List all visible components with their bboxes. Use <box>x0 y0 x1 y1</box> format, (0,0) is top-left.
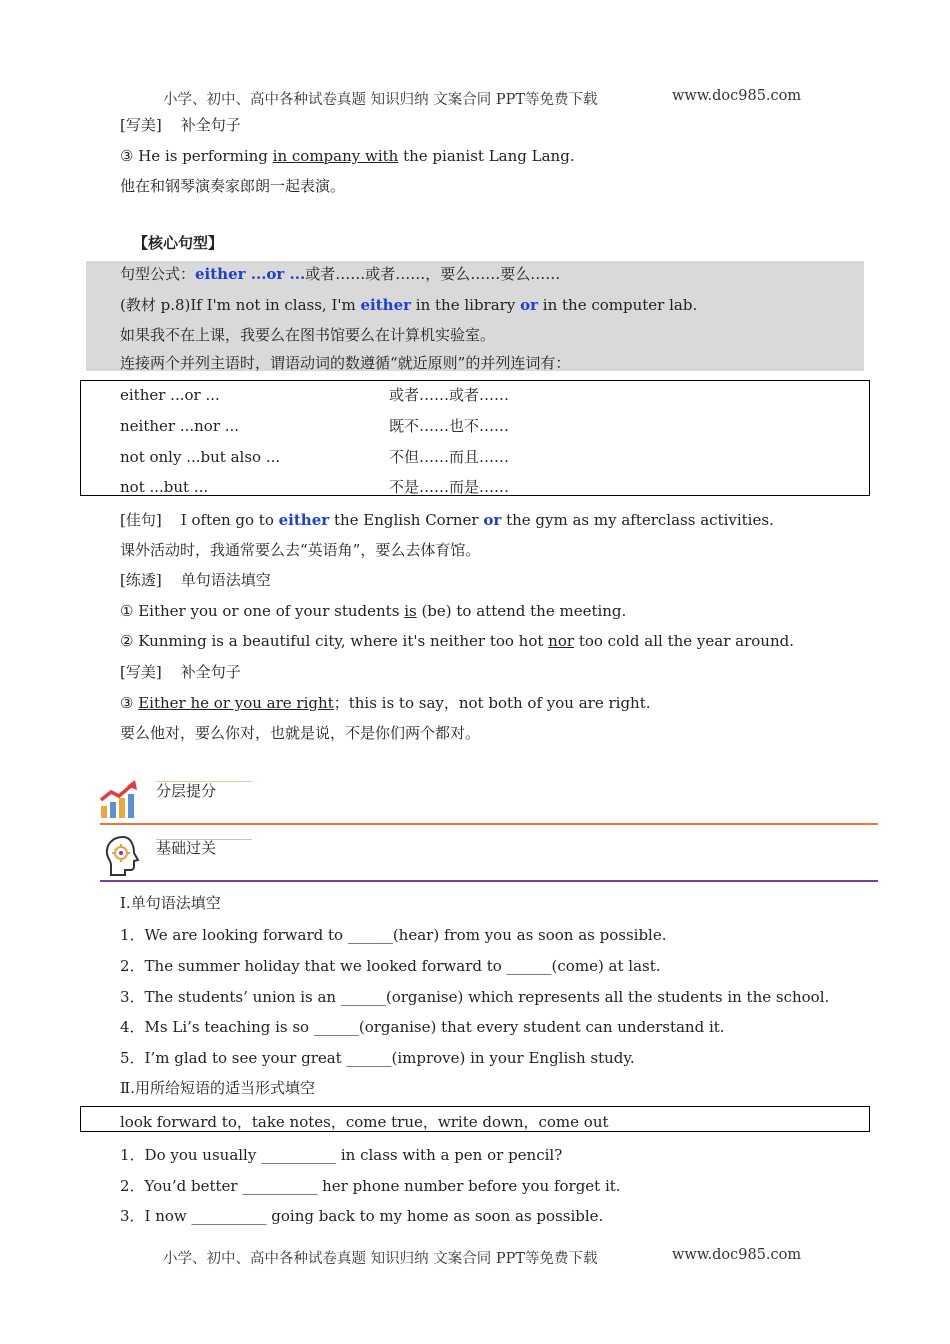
answer-text: Either he or you are right <box>138 694 334 712</box>
xiemei2-task: 补全句子 <box>180 663 241 681</box>
liantou-heading <box>120 570 271 590</box>
growth-chart-icon <box>99 778 141 820</box>
part2-title: Ⅱ.用所给短语的适当形式填空 <box>120 1079 315 1097</box>
page-header-url: www.doc985.com <box>672 88 802 104</box>
xiemei2-heading <box>120 662 241 682</box>
example-text: (教材 p.8)If I'm not in class, I'm <box>120 296 361 314</box>
conj-en: either ...or ... <box>120 386 220 404</box>
conj-zh: 不但……而且…… <box>389 448 510 466</box>
keyword-or: or <box>520 296 539 314</box>
jiaju-tag: [佳句] <box>120 511 162 529</box>
sentence-text: ；this is to say，not both of you are right. <box>333 694 651 712</box>
jiaju-translation: 课外活动时，我通常要么去“英语角”，要么去体育馆。 <box>120 541 481 559</box>
keyword-either: either <box>278 511 330 529</box>
part2-item: 2．You’d better __________ her phone number before you forget it. <box>120 1177 621 1195</box>
phrase-list: look forward to，take notes，come true，write down，come out <box>120 1113 609 1131</box>
liantou-q2 <box>120 631 794 651</box>
formula-label: 句型公式： <box>120 265 196 283</box>
page-footer-text: 小学、初中、高中各种试卷真题 知识归纳 文案合同 PPT等免费下载 <box>163 1251 598 1267</box>
core-example-translation: 如果我不在上课，我要么在图书馆要么在计算机实验室。 <box>120 326 496 344</box>
head-brain-icon <box>103 834 143 878</box>
core-rule: 连接两个并列主语时，谓语动词的数遵循“就近原则”的并列连词有： <box>120 354 571 372</box>
core-title: 【核心句型】 <box>133 234 224 252</box>
sentence-text: ③ <box>120 694 139 712</box>
conj-zh: 既不……也不…… <box>389 417 510 435</box>
part1-item: 5．I’m glad to see your great ______(improve) in your English study. <box>120 1049 635 1067</box>
orange-divider <box>100 823 878 825</box>
core-formula <box>120 264 560 284</box>
conj-zh: 不是……而是…… <box>389 478 510 496</box>
conj-zh: 或者……或者…… <box>389 386 510 404</box>
part1-item: 4．Ms Li’s teaching is so ______(organise) that every student can understand it. <box>120 1018 725 1036</box>
xiemei-sentence <box>120 146 575 166</box>
part2-item: 3．I now __________ going back to my home as soon as possible. <box>120 1207 604 1225</box>
part1-item: 3．The students’ union is an ______(organise) which represents all the students in the school. <box>120 988 830 1006</box>
formula-meaning: 或者……或者……，要么……要么…… <box>305 265 561 283</box>
answer-text: nor <box>548 632 575 650</box>
page-footer-url: www.doc985.com <box>672 1247 802 1263</box>
part1-item: 1．We are looking forward to ______(hear) from you as soon as possible. <box>120 926 667 944</box>
xiemei-task: 补全句子 <box>180 116 241 134</box>
xiemei2-translation: 要么他对，要么你对，也就是说，不是你们两个都对。 <box>120 724 481 742</box>
sentence-text: I often go to <box>180 511 279 529</box>
page-header-text: 小学、初中、高中各种试卷真题 知识归纳 文案合同 PPT等免费下载 <box>163 92 598 108</box>
xiemei-translation: 他在和钢琴演奏家郎朗一起表演。 <box>120 177 346 195</box>
question-text: ① Either you or one of your students <box>120 602 405 620</box>
question-text: ② Kunming is a beautiful city, where it's neither too hot <box>120 632 549 650</box>
conj-en: not only ...but also ... <box>120 448 281 466</box>
jiaju-sentence <box>120 510 774 530</box>
formula-keyword: either ...or ... <box>195 265 306 283</box>
liantou-q1 <box>120 601 626 621</box>
xiemei2-sentence <box>120 693 651 713</box>
purple-divider <box>100 880 878 882</box>
tiered-heading: 分层提分 <box>156 782 217 800</box>
part1-item: 2．The summer holiday that we looked forward to ______(come) at last. <box>120 957 661 975</box>
sentence-text: the gym as my afterclass activities. <box>501 511 774 529</box>
xiemei-tag: [写美] <box>120 116 162 134</box>
liantou-task: 单句语法填空 <box>180 571 271 589</box>
answer-text: is <box>404 602 417 620</box>
conj-en: not ...but ... <box>120 478 209 496</box>
sentence-text: the pianist Lang Lang. <box>398 147 575 165</box>
example-text: in the library <box>411 296 521 314</box>
answer-text: in company with <box>272 147 399 165</box>
part1-title: Ⅰ.单句语法填空 <box>120 894 221 912</box>
keyword-or: or <box>483 511 502 529</box>
liantou-tag: [练透] <box>120 571 162 589</box>
question-text: (be) to attend the meeting. <box>416 602 627 620</box>
sentence-text: ③ He is performing <box>120 147 273 165</box>
example-text: in the computer lab. <box>538 296 698 314</box>
conj-en: neither ...nor ... <box>120 417 240 435</box>
xiemei-heading <box>120 115 241 135</box>
question-text: too cold all the year around. <box>574 632 794 650</box>
part2-item: 1．Do you usually __________ in class with a pen or pencil? <box>120 1146 563 1164</box>
keyword-either: either <box>360 296 412 314</box>
core-example <box>120 295 697 315</box>
xiemei2-tag: [写美] <box>120 663 162 681</box>
sentence-text: the English Corner <box>329 511 484 529</box>
basic-heading: 基础过关 <box>156 839 217 857</box>
